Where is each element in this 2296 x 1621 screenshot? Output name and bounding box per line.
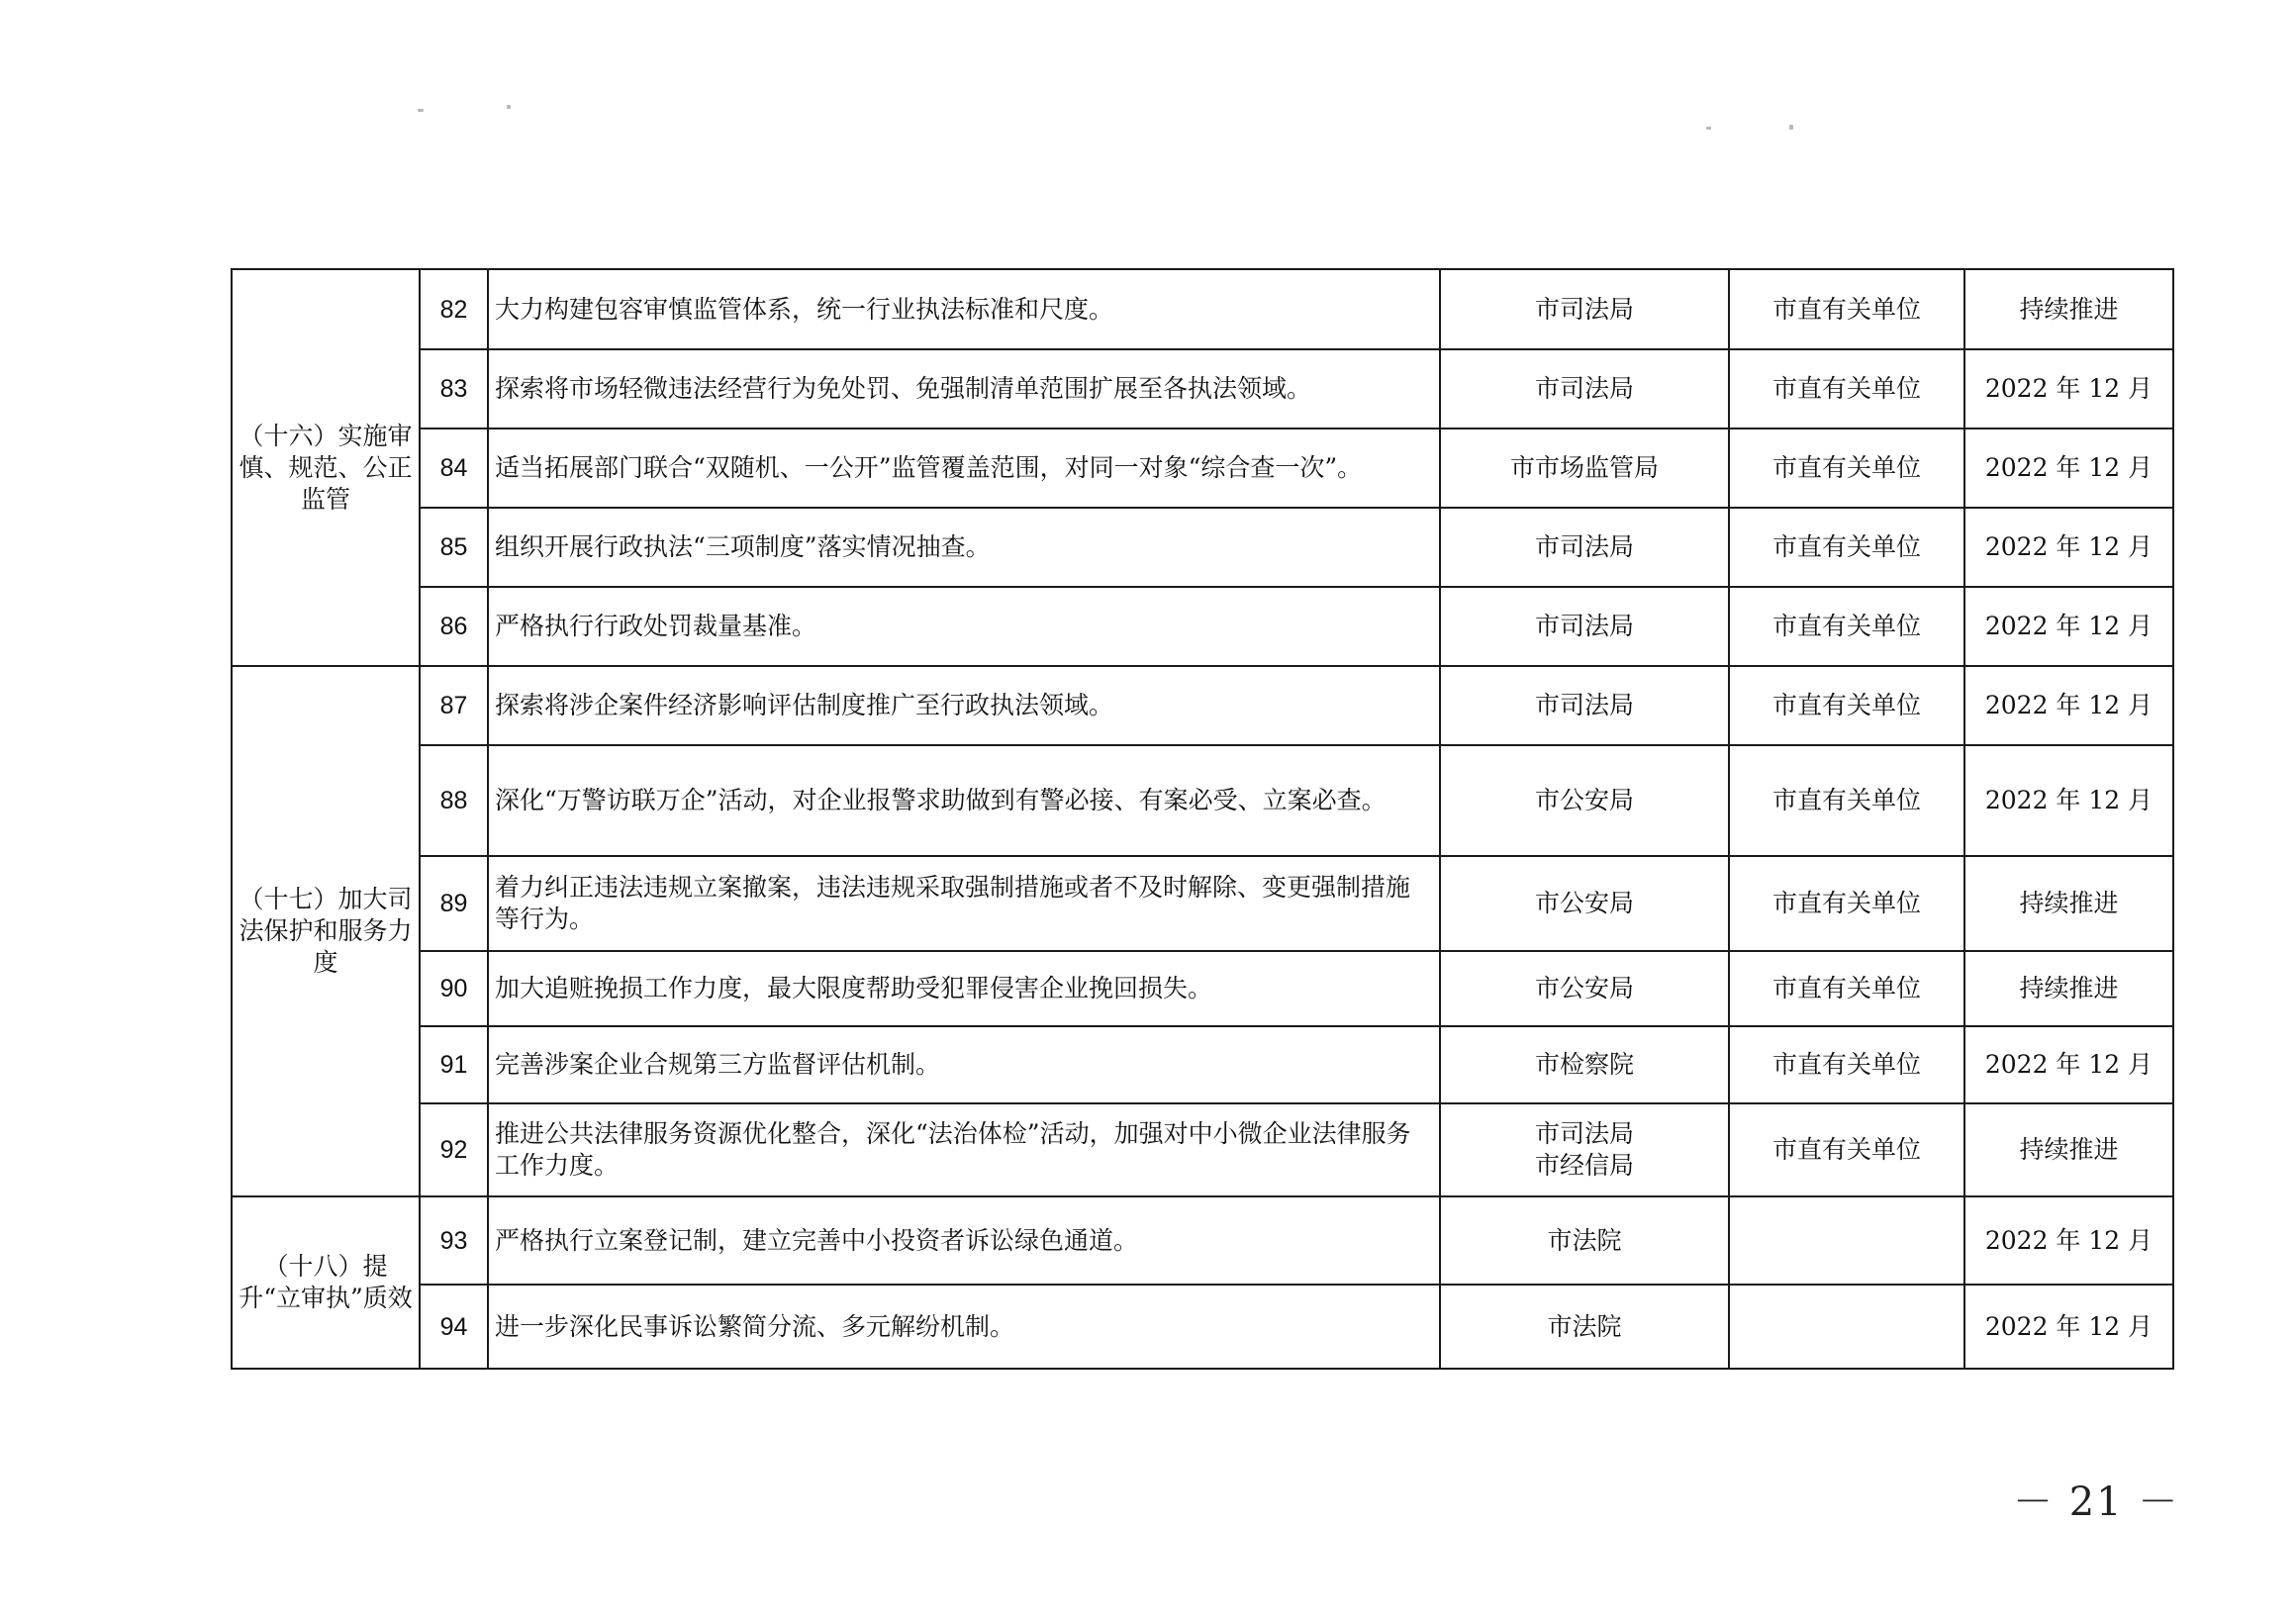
- group-title: （十六）实施审慎、规范、公正监管: [239, 421, 413, 514]
- deadline: 2022 年 12 月: [1964, 429, 2173, 508]
- table-row: [232, 745, 2173, 856]
- row-number: 85: [420, 508, 488, 587]
- deadline: 2022 年 12 月: [1964, 508, 2173, 587]
- lead-unit-name: 市司法局: [1534, 1119, 1634, 1148]
- lead-unit-name: 市司法局: [1534, 612, 1634, 640]
- lead-unit-name: 市公安局: [1534, 786, 1634, 814]
- cooperating-unit: 市直有关单位: [1729, 349, 1964, 429]
- cooperating-unit: [1729, 1196, 1964, 1285]
- group-title-cell: [232, 666, 420, 1196]
- scan-speck: [507, 105, 511, 109]
- cooperating-unit: 市直有关单位: [1729, 951, 1964, 1026]
- lead-unit-name: 市司法局: [1534, 691, 1634, 719]
- row-number: 84: [420, 429, 488, 508]
- task-description: 完善涉案企业合规第三方监督评估机制。: [488, 1026, 1440, 1103]
- deadline: 2022 年 12 月: [1964, 1026, 2173, 1103]
- task-description: 推进公共法律服务资源优化整合，深化“法治体检”活动，加强对中小微企业法律服务工作力度。: [488, 1103, 1440, 1196]
- cooperating-unit: 市直有关单位: [1729, 587, 1964, 666]
- row-number: 82: [420, 269, 488, 349]
- table-row: [232, 666, 2173, 745]
- table-row: [232, 269, 2173, 349]
- task-description: 深化“万警访联万企”活动，对企业报警求助做到有警必接、有案必受、立案必查。: [488, 745, 1440, 856]
- lead-unit: [1440, 856, 1729, 951]
- lead-unit: [1440, 666, 1729, 745]
- table-row: [232, 587, 2173, 666]
- lead-unit: [1440, 951, 1729, 1026]
- deadline: 2022 年 12 月: [1964, 587, 2173, 666]
- policy-task-table: [231, 268, 2174, 1370]
- cooperating-unit: 市直有关单位: [1729, 1103, 1964, 1196]
- lead-unit: [1440, 1026, 1729, 1103]
- lead-unit-name: 市检察院: [1534, 1050, 1634, 1079]
- table-row: [232, 1285, 2173, 1369]
- cooperating-unit: [1729, 1285, 1964, 1369]
- table-row: [232, 1103, 2173, 1196]
- group-title: （十八）提升“立审执”质效: [239, 1252, 413, 1312]
- row-number: 86: [420, 587, 488, 666]
- task-description: 探索将涉企案件经济影响评估制度推广至行政执法领域。: [488, 666, 1440, 745]
- cooperating-unit: 市直有关单位: [1729, 1026, 1964, 1103]
- deadline: 2022 年 12 月: [1964, 666, 2173, 745]
- row-number: 92: [420, 1103, 488, 1196]
- page-number: － 21 －: [2013, 1479, 2180, 1525]
- table-row: [232, 508, 2173, 587]
- lead-unit: [1440, 429, 1729, 508]
- row-number: 83: [420, 349, 488, 429]
- group-title: （十七）加大司法保护和服务力度: [239, 885, 413, 977]
- lead-unit: [1440, 1285, 1729, 1369]
- task-description: 适当拓展部门联合“双随机、一公开”监管覆盖范围，对同一对象“综合查一次”。: [488, 429, 1440, 508]
- lead-unit: [1440, 1103, 1729, 1196]
- lead-unit-name: 市法院: [1547, 1225, 1622, 1255]
- lead-unit-name: 市公安局: [1534, 974, 1634, 1002]
- scan-speck: [1706, 127, 1711, 130]
- deadline: 2022 年 12 月: [1964, 349, 2173, 429]
- table-row: [232, 951, 2173, 1026]
- row-number: 87: [420, 666, 488, 745]
- lead-unit: [1440, 508, 1729, 587]
- deadline: 2022 年 12 月: [1964, 1285, 2173, 1369]
- lead-unit-name: 市司法局: [1534, 294, 1634, 324]
- lead-unit-name: 市公安局: [1534, 889, 1634, 917]
- table-row: [232, 349, 2173, 429]
- task-description: 严格执行立案登记制，建立完善中小投资者诉讼绿色通道。: [488, 1196, 1440, 1285]
- group-title-cell: [232, 1196, 420, 1369]
- deadline: 持续推进: [1964, 269, 2173, 349]
- lead-unit-name: 市法院: [1547, 1311, 1622, 1341]
- task-description: 大力构建包容审慎监管体系，统一行业执法标准和尺度。: [488, 269, 1440, 349]
- group-title-cell: [232, 269, 420, 666]
- cooperating-unit: 市直有关单位: [1729, 269, 1964, 349]
- cooperating-unit: 市直有关单位: [1729, 666, 1964, 745]
- row-number: 91: [420, 1026, 488, 1103]
- task-description: 着力纠正违法违规立案撤案，违法违规采取强制措施或者不及时解除、变更强制措施等行为。: [488, 856, 1440, 951]
- row-number: 94: [420, 1285, 488, 1369]
- deadline: 2022 年 12 月: [1964, 745, 2173, 856]
- lead-unit: [1440, 349, 1729, 429]
- lead-unit-name: 市市场监管局: [1509, 453, 1659, 482]
- table-row: [232, 1026, 2173, 1103]
- row-number: 90: [420, 951, 488, 1026]
- cooperating-unit: 市直有关单位: [1729, 508, 1964, 587]
- lead-unit-name: 市司法局: [1534, 374, 1634, 403]
- task-description: 组织开展行政执法“三项制度”落实情况抽查。: [488, 508, 1440, 587]
- task-description: 严格执行行政处罚裁量基准。: [488, 587, 1440, 666]
- scan-speck: [418, 109, 424, 112]
- task-description: 探索将市场轻微违法经营行为免处罚、免强制清单范围扩展至各执法领域。: [488, 349, 1440, 429]
- task-description: 加大追赃挽损工作力度，最大限度帮助受犯罪侵害企业挽回损失。: [488, 951, 1440, 1026]
- row-number: 89: [420, 856, 488, 951]
- row-number: 93: [420, 1196, 488, 1285]
- deadline: 持续推进: [1964, 1103, 2173, 1196]
- table-row: [232, 1196, 2173, 1285]
- cooperating-unit: 市直有关单位: [1729, 745, 1964, 856]
- task-description: 进一步深化民事诉讼繁简分流、多元解纷机制。: [488, 1285, 1440, 1369]
- lead-unit: [1440, 1196, 1729, 1285]
- lead-unit-name: 市司法局: [1534, 532, 1634, 561]
- row-number: 88: [420, 745, 488, 856]
- cooperating-unit: 市直有关单位: [1729, 429, 1964, 508]
- cooperating-unit: 市直有关单位: [1729, 856, 1964, 951]
- table-row: [232, 856, 2173, 951]
- scan-speck: [1789, 125, 1793, 130]
- lead-unit-name: 市经信局: [1534, 1151, 1634, 1180]
- lead-unit: [1440, 745, 1729, 856]
- lead-unit: [1440, 587, 1729, 666]
- deadline: 持续推进: [1964, 951, 2173, 1026]
- lead-unit: [1440, 269, 1729, 349]
- deadline: 2022 年 12 月: [1964, 1196, 2173, 1285]
- deadline: 持续推进: [1964, 856, 2173, 951]
- table-row: [232, 429, 2173, 508]
